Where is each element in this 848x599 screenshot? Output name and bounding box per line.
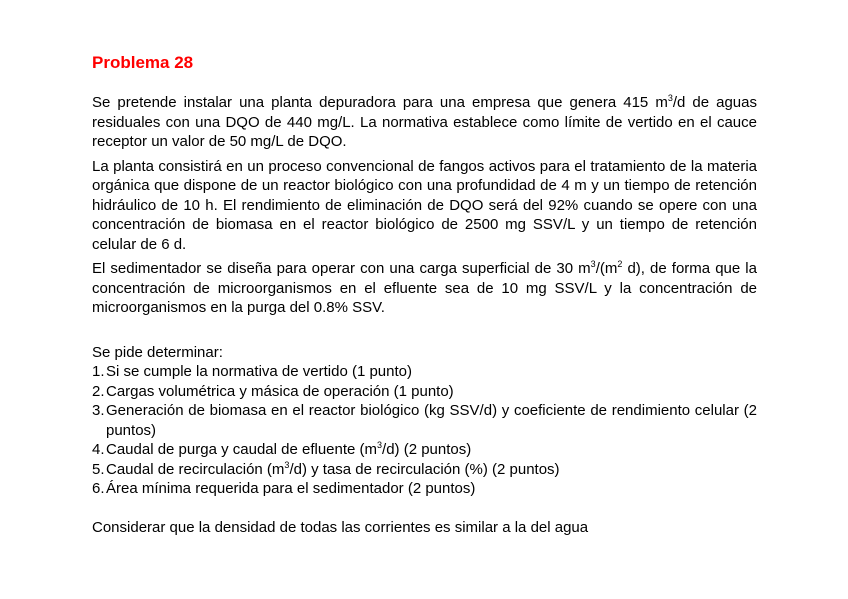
paragraph-process: La planta consistirá en un proceso convencional de fangos activos para el tratamiento de la materia orgánica que dispone de un reactor biológico con una profundidad de 4 m y un tiempo de retención hidráulico de 10 h. El rendimiento de eliminación de DQO será del 92% cuando se opere con una concentración de biomasa en el reactor biológico de 2500 mg SSV/L y un tiempo de retención celular de 6 d. <box>92 157 757 253</box>
question-number: 2. <box>92 382 105 400</box>
question-item <box>92 401 757 440</box>
question-number: 1. <box>92 363 105 380</box>
question-text: Generación de biomasa en el reactor biológico (kg SSV/d) y coeficiente de rendimiento celular (2 puntos) <box>106 402 757 439</box>
question-item <box>92 382 757 402</box>
superscript: 3 <box>377 440 383 450</box>
questions-intro: Se pide determinar: <box>92 343 223 361</box>
question-number: 6. <box>92 480 105 497</box>
paragraph-settler <box>92 259 757 318</box>
question-number: 4. <box>92 441 105 458</box>
superscript: 3 <box>590 259 596 269</box>
paragraph-text: Se pretende instalar una planta depuradora para una empresa que genera 415 m <box>92 94 668 111</box>
document-page <box>92 52 757 537</box>
question-text: Si se cumple la normativa de vertido (1 punto) <box>106 363 412 380</box>
question-item <box>92 479 757 499</box>
superscript: 3 <box>667 93 673 103</box>
density-note: Considerar que la densidad de todas las corrientes es similar a la del agua <box>92 518 589 536</box>
question-item <box>92 440 757 460</box>
question-text: /d) (2 puntos) <box>382 441 472 458</box>
paragraph-text: El sedimentador se diseña para operar con una carga superficial de 30 m <box>92 260 591 277</box>
superscript: 2 <box>617 259 623 269</box>
question-text: Caudal de purga y caudal de efluente (m <box>106 441 378 458</box>
question-text: Área mínima requerida para el sedimentador (2 puntos) <box>106 480 476 497</box>
paragraph-text: /d de aguas residuales con una DQO de 440 mg/L. La normativa establece como límite de vertido en el cauce receptor un valor de 50 mg/L de DQO. <box>92 94 757 150</box>
paragraph-text: d), de forma que la concentración de microorganismos en el efluente sea de 10 mg SSV/L y la concentración de microorganismos en la purga del 0.8% SSV. <box>92 260 757 316</box>
question-item <box>92 460 757 480</box>
question-number: 5. <box>92 460 105 478</box>
superscript: 3 <box>284 459 290 470</box>
question-text: /d) y tasa de recirculación (%) (2 puntos) <box>289 460 560 478</box>
question-item <box>92 362 757 382</box>
question-text: Caudal de recirculación (m <box>106 460 285 478</box>
questions-list <box>92 362 757 499</box>
question-number: 3. <box>92 402 105 419</box>
paragraph-plant-intro <box>92 93 757 152</box>
paragraph-text: /(m <box>595 260 618 277</box>
question-text: Cargas volumétrica y másica de operación (1 punto) <box>106 382 454 400</box>
problem-title: Problema 28 <box>92 53 194 72</box>
